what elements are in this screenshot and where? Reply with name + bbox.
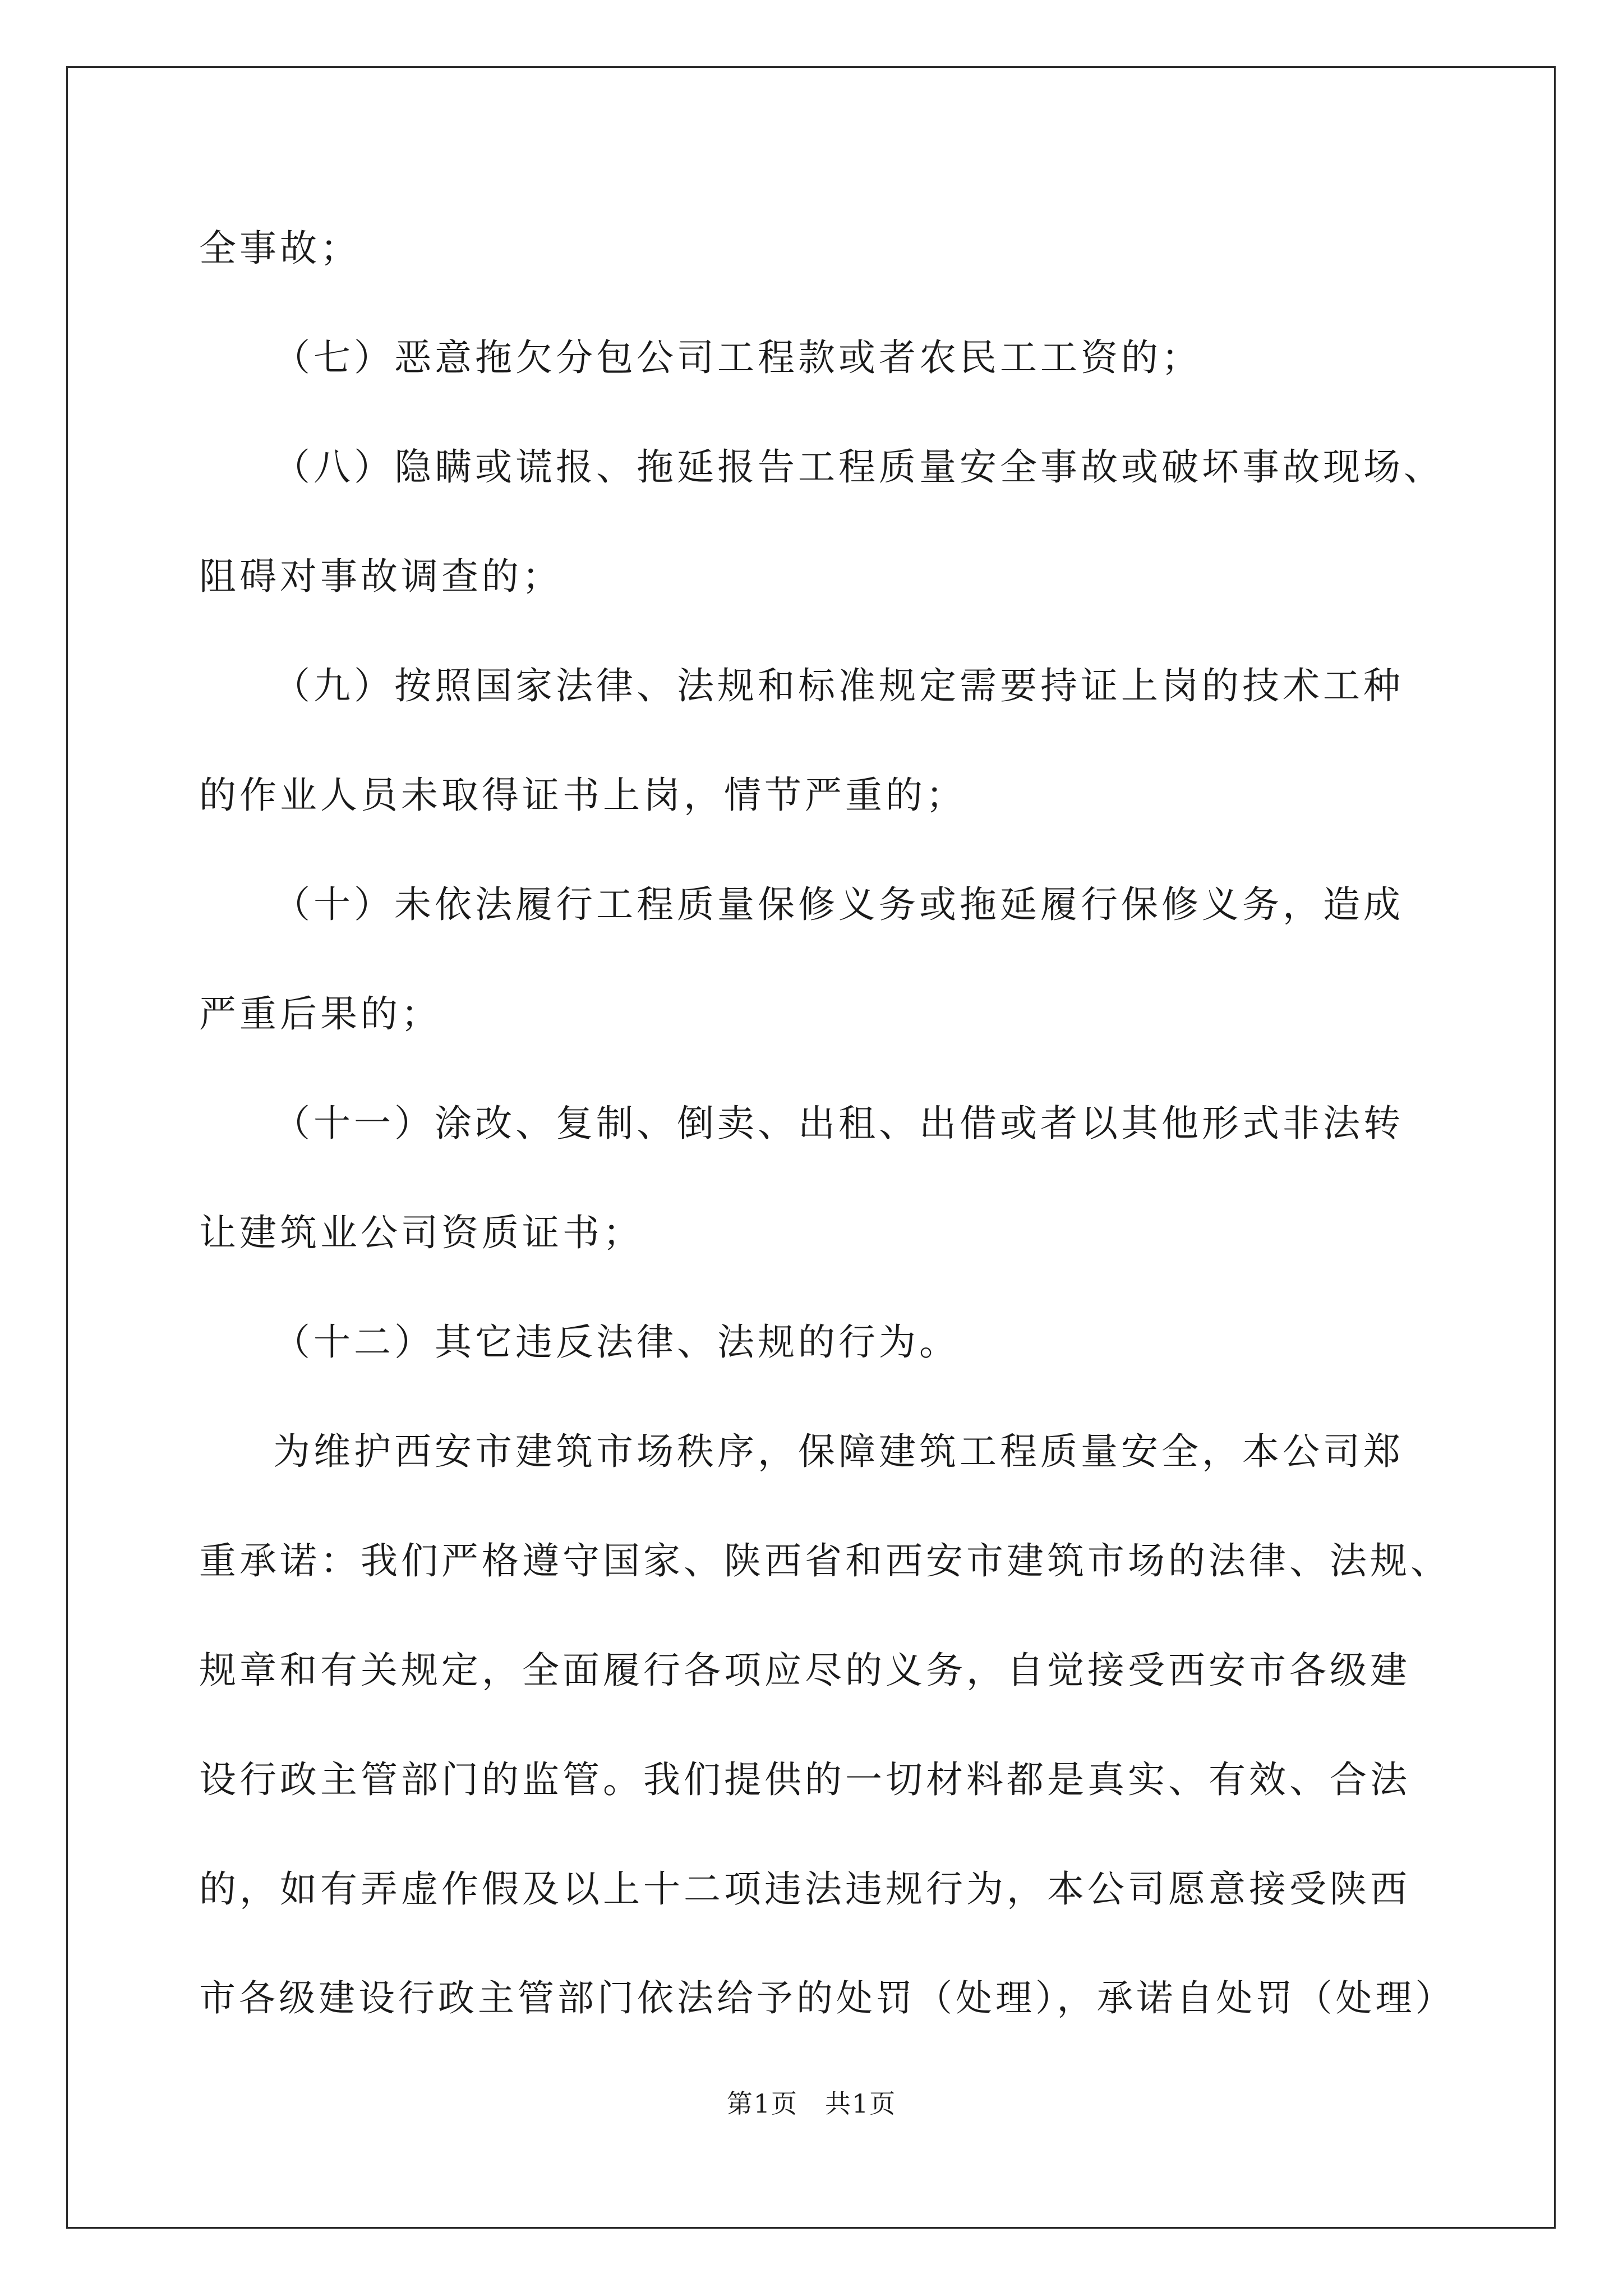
text-line: 严重后果的； — [199, 992, 441, 1036]
text-line: 的作业人员未取得证书上岗，情节严重的； — [199, 774, 966, 817]
text-line: （七）恶意拖欠分包公司工程款或者农民工工资的； — [273, 336, 1202, 379]
text-line: （十二）其它违反法律、法规的行为。 — [273, 1320, 960, 1364]
text-line: （十一）涂改、复制、倒卖、出租、出借或者以其他形式非法转 — [273, 1102, 1404, 1145]
text-line: 重承诺：我们严格遵守国家、陕西省和西安市建筑市场的法律、法规、 — [199, 1539, 1451, 1582]
text-line: 让建筑业公司资质证书； — [199, 1211, 643, 1254]
text-line: 设行政主管部门的监管。我们提供的一切材料都是真实、有效、合法 — [199, 1758, 1410, 1801]
text-line: （八）隐瞒或谎报、拖延报告工程质量安全事故或破坏事故现场、 — [273, 445, 1444, 489]
text-line: （九）按照国家法律、法规和标准规定需要持证上岗的技术工种 — [273, 664, 1404, 707]
text-line: 的，如有弄虚作假及以上十二项违法违规行为，本公司愿意接受陕西 — [199, 1867, 1410, 1911]
text-line: 全事故； — [199, 227, 361, 270]
text-line: 阻碍对事故调查的； — [199, 555, 562, 598]
text-line: （十）未依法履行工程质量保修义务或拖延履行保修义务，造成 — [273, 883, 1404, 926]
text-line: 为维护西安市建筑市场秩序，保障建筑工程质量安全，本公司郑 — [273, 1430, 1404, 1473]
text-line: 市各级建设行政主管部门依法给予的处罚（处理），承诺自处罚（处理） — [199, 1977, 1455, 2019]
page-number-footer: 第1页 共1页 — [726, 2088, 897, 2119]
text-line: 规章和有关规定，全面履行各项应尽的义务，自觉接受西安市各级建 — [199, 1649, 1410, 1692]
